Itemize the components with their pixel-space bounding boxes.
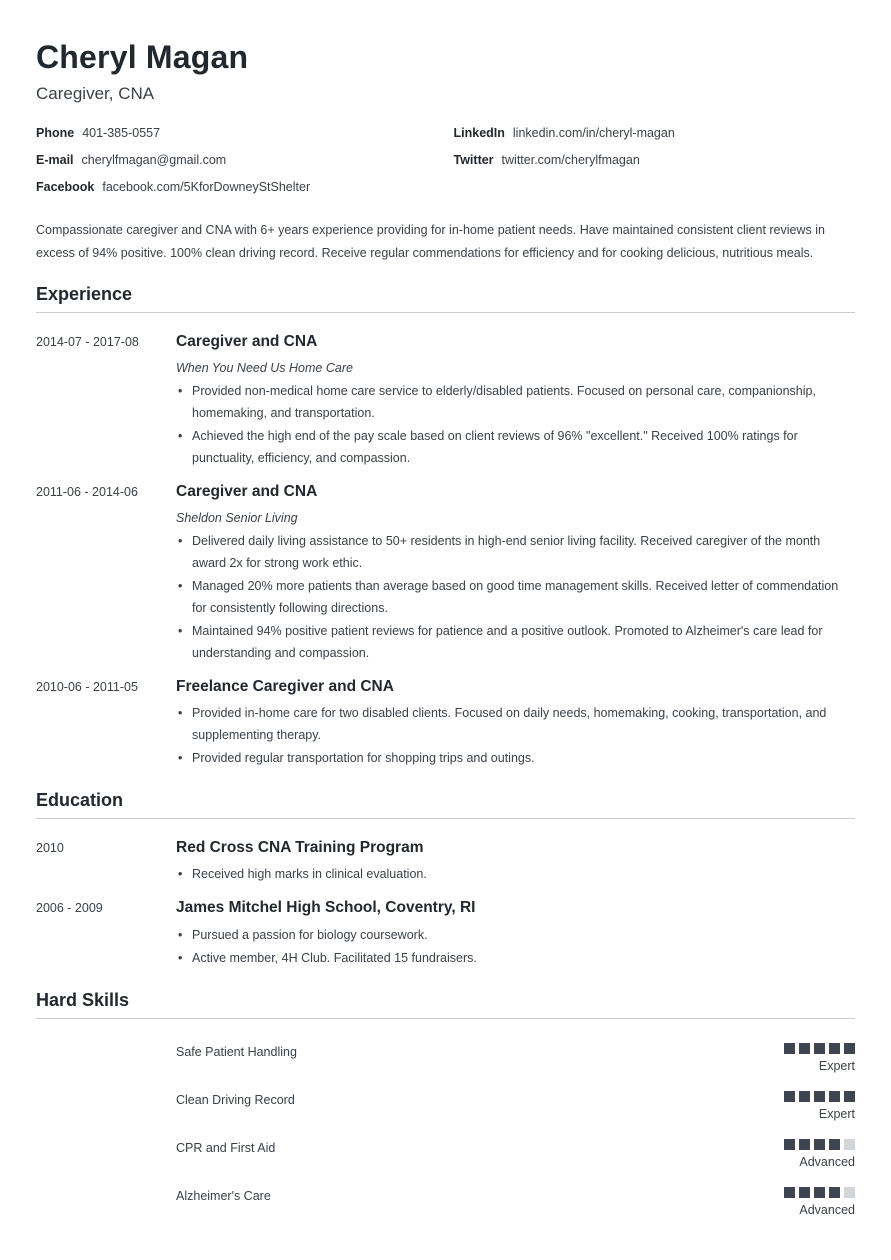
contact-value-linkedin[interactable]: linkedin.com/in/cheryl-magan bbox=[512, 126, 675, 141]
skill-dots bbox=[784, 1187, 855, 1198]
contact-row-linkedin bbox=[454, 126, 856, 140]
entry-bullets bbox=[176, 925, 855, 970]
rating-dot-filled bbox=[799, 1187, 810, 1198]
entry-company: When You Need Us Home Care bbox=[176, 361, 353, 376]
entry-body bbox=[176, 677, 855, 770]
skill-name: Alzheimer's Care bbox=[176, 1188, 271, 1203]
contact-row-phone bbox=[36, 126, 446, 140]
skill-name: Safe Patient Handling bbox=[176, 1044, 297, 1059]
skill-row bbox=[36, 1073, 855, 1121]
list-item: • Maintained 94% positive patient reviews for patience and a positive outlook. Promoted to Alzheimer's care lead for understanding and compassion. bbox=[176, 621, 855, 664]
experience-entry bbox=[36, 319, 855, 469]
rating-dot-empty bbox=[844, 1139, 855, 1150]
entry-bullets bbox=[176, 864, 855, 886]
entry-company: Sheldon Senior Living bbox=[176, 511, 298, 526]
section-education bbox=[36, 790, 855, 970]
skill-level: Advanced bbox=[799, 1202, 855, 1217]
entry-role: Caregiver and CNA bbox=[176, 483, 318, 501]
entry-date: 2006 - 2009 bbox=[36, 901, 103, 916]
skill-dots bbox=[784, 1091, 855, 1102]
section-title-experience: Experience bbox=[36, 284, 855, 313]
rating-dot-filled bbox=[814, 1091, 825, 1102]
section-title-hard-skills: Hard Skills bbox=[36, 990, 855, 1019]
contact-column-right bbox=[446, 126, 856, 207]
education-entry bbox=[36, 885, 855, 969]
entry-date: 2014-07 - 2017-08 bbox=[36, 334, 139, 349]
contact-value-facebook[interactable]: facebook.com/5KforDowneyStShelter bbox=[102, 180, 311, 195]
contact-label-phone: Phone bbox=[36, 126, 75, 141]
list-item: • Active member, 4H Club. Facilitated 15 fundraisers. bbox=[176, 948, 855, 970]
rating-dot-filled bbox=[799, 1091, 810, 1102]
skill-row bbox=[36, 1169, 855, 1217]
education-entry bbox=[36, 825, 855, 886]
rating-dot-filled bbox=[784, 1043, 795, 1054]
rating-dot-filled bbox=[799, 1043, 810, 1054]
list-item: • Pursued a passion for biology coursework. bbox=[176, 925, 855, 947]
entry-body bbox=[176, 838, 855, 886]
list-item: • Managed 20% more patients than average based on good time management skills. Received letter of commendation for consistently following directions. bbox=[176, 576, 855, 619]
rating-dot-filled bbox=[829, 1091, 840, 1102]
rating-dot-filled bbox=[814, 1043, 825, 1054]
skill-rating bbox=[784, 1187, 855, 1217]
skill-rating bbox=[784, 1139, 855, 1169]
skill-dots bbox=[784, 1043, 855, 1054]
rating-dot-filled bbox=[814, 1139, 825, 1150]
experience-entry bbox=[36, 664, 855, 770]
entry-date: 2011-06 - 2014-06 bbox=[36, 485, 138, 500]
entry-date: 2010-06 - 2011-05 bbox=[36, 680, 138, 695]
entry-date: 2010 bbox=[36, 840, 64, 855]
contact-row-facebook bbox=[36, 180, 446, 194]
list-item: • Achieved the high end of the pay scale based on client reviews of 96% "excellent." Received 100% ratings for punctuality, efficiency, and compassion. bbox=[176, 426, 855, 469]
entry-school: James Mitchel High School, Coventry, RI bbox=[176, 899, 476, 917]
contact-label-email: E-mail bbox=[36, 153, 74, 168]
entry-body bbox=[176, 482, 855, 664]
contact-row-email bbox=[36, 153, 446, 167]
job-title: Caregiver, CNA bbox=[36, 84, 155, 104]
skill-name: CPR and First Aid bbox=[176, 1140, 276, 1155]
rating-dot-filled bbox=[829, 1139, 840, 1150]
professional-summary: Compassionate caregiver and CNA with 6+ years experience providing for in-home patient needs. Have maintained consistent client reviews in excess of 94% positive. 100% clean driving record. Receive regular commendations for efficiency and for cooking delicious, nutritious meals. bbox=[36, 223, 825, 260]
rating-dot-filled bbox=[844, 1043, 855, 1054]
list-item: • Provided in-home care for two disabled clients. Focused on daily needs, homemaking, cooking, transportation, and supplementing therapy. bbox=[176, 703, 855, 746]
skill-name: Clean Driving Record bbox=[176, 1092, 295, 1107]
contact-value-email[interactable]: cherylfmagan@gmail.com bbox=[81, 153, 227, 168]
entry-role: Caregiver and CNA bbox=[176, 332, 318, 350]
skill-row bbox=[36, 1025, 855, 1073]
contact-label-twitter: Twitter bbox=[453, 153, 494, 168]
entry-body bbox=[176, 898, 855, 969]
entry-bullets bbox=[176, 703, 855, 770]
experience-entry bbox=[36, 469, 855, 664]
skill-dots bbox=[784, 1139, 855, 1150]
entry-bullets bbox=[176, 381, 855, 469]
contact-column-left bbox=[36, 126, 446, 207]
entry-bullets bbox=[176, 531, 855, 664]
rating-dot-filled bbox=[799, 1139, 810, 1150]
contact-value-phone[interactable]: 401-385-0557 bbox=[82, 126, 161, 141]
contact-value-twitter[interactable]: twitter.com/cherylfmagan bbox=[501, 153, 640, 168]
entry-body bbox=[176, 332, 855, 469]
rating-dot-filled bbox=[829, 1187, 840, 1198]
contact-label-facebook: Facebook bbox=[36, 180, 95, 195]
skill-rating bbox=[784, 1043, 855, 1073]
list-item: • Provided regular transportation for shopping trips and outings. bbox=[176, 748, 855, 770]
contact-row-twitter bbox=[454, 153, 856, 167]
list-item: • Provided non-medical home care service to elderly/disabled patients. Focused on personal care, companionship, homemaking, and transportation. bbox=[176, 381, 855, 424]
rating-dot-filled bbox=[829, 1043, 840, 1054]
rating-dot-filled bbox=[784, 1139, 795, 1150]
section-hard-skills bbox=[36, 990, 855, 1217]
rating-dot-filled bbox=[784, 1091, 795, 1102]
contact-block bbox=[36, 126, 855, 207]
skill-rating bbox=[784, 1091, 855, 1121]
entry-school: Red Cross CNA Training Program bbox=[176, 838, 424, 856]
rating-dot-filled bbox=[814, 1187, 825, 1198]
skill-level: Expert bbox=[818, 1058, 855, 1073]
skill-level: Expert bbox=[818, 1106, 855, 1121]
rating-dot-filled bbox=[844, 1091, 855, 1102]
list-item: • Delivered daily living assistance to 50+ residents in high-end senior living facility. Received caregiver of the month award 2x for strong work ethic. bbox=[176, 531, 855, 574]
section-title-education: Education bbox=[36, 790, 855, 819]
contact-label-linkedin: LinkedIn bbox=[453, 126, 505, 141]
skill-row bbox=[36, 1121, 855, 1169]
rating-dot-filled bbox=[784, 1187, 795, 1198]
rating-dot-empty bbox=[844, 1187, 855, 1198]
section-experience bbox=[36, 284, 855, 770]
entry-role: Freelance Caregiver and CNA bbox=[176, 678, 394, 696]
list-item: • Received high marks in clinical evaluation. bbox=[176, 864, 855, 886]
skill-level: Advanced bbox=[799, 1154, 855, 1169]
page-title: Cheryl Magan bbox=[36, 39, 249, 75]
